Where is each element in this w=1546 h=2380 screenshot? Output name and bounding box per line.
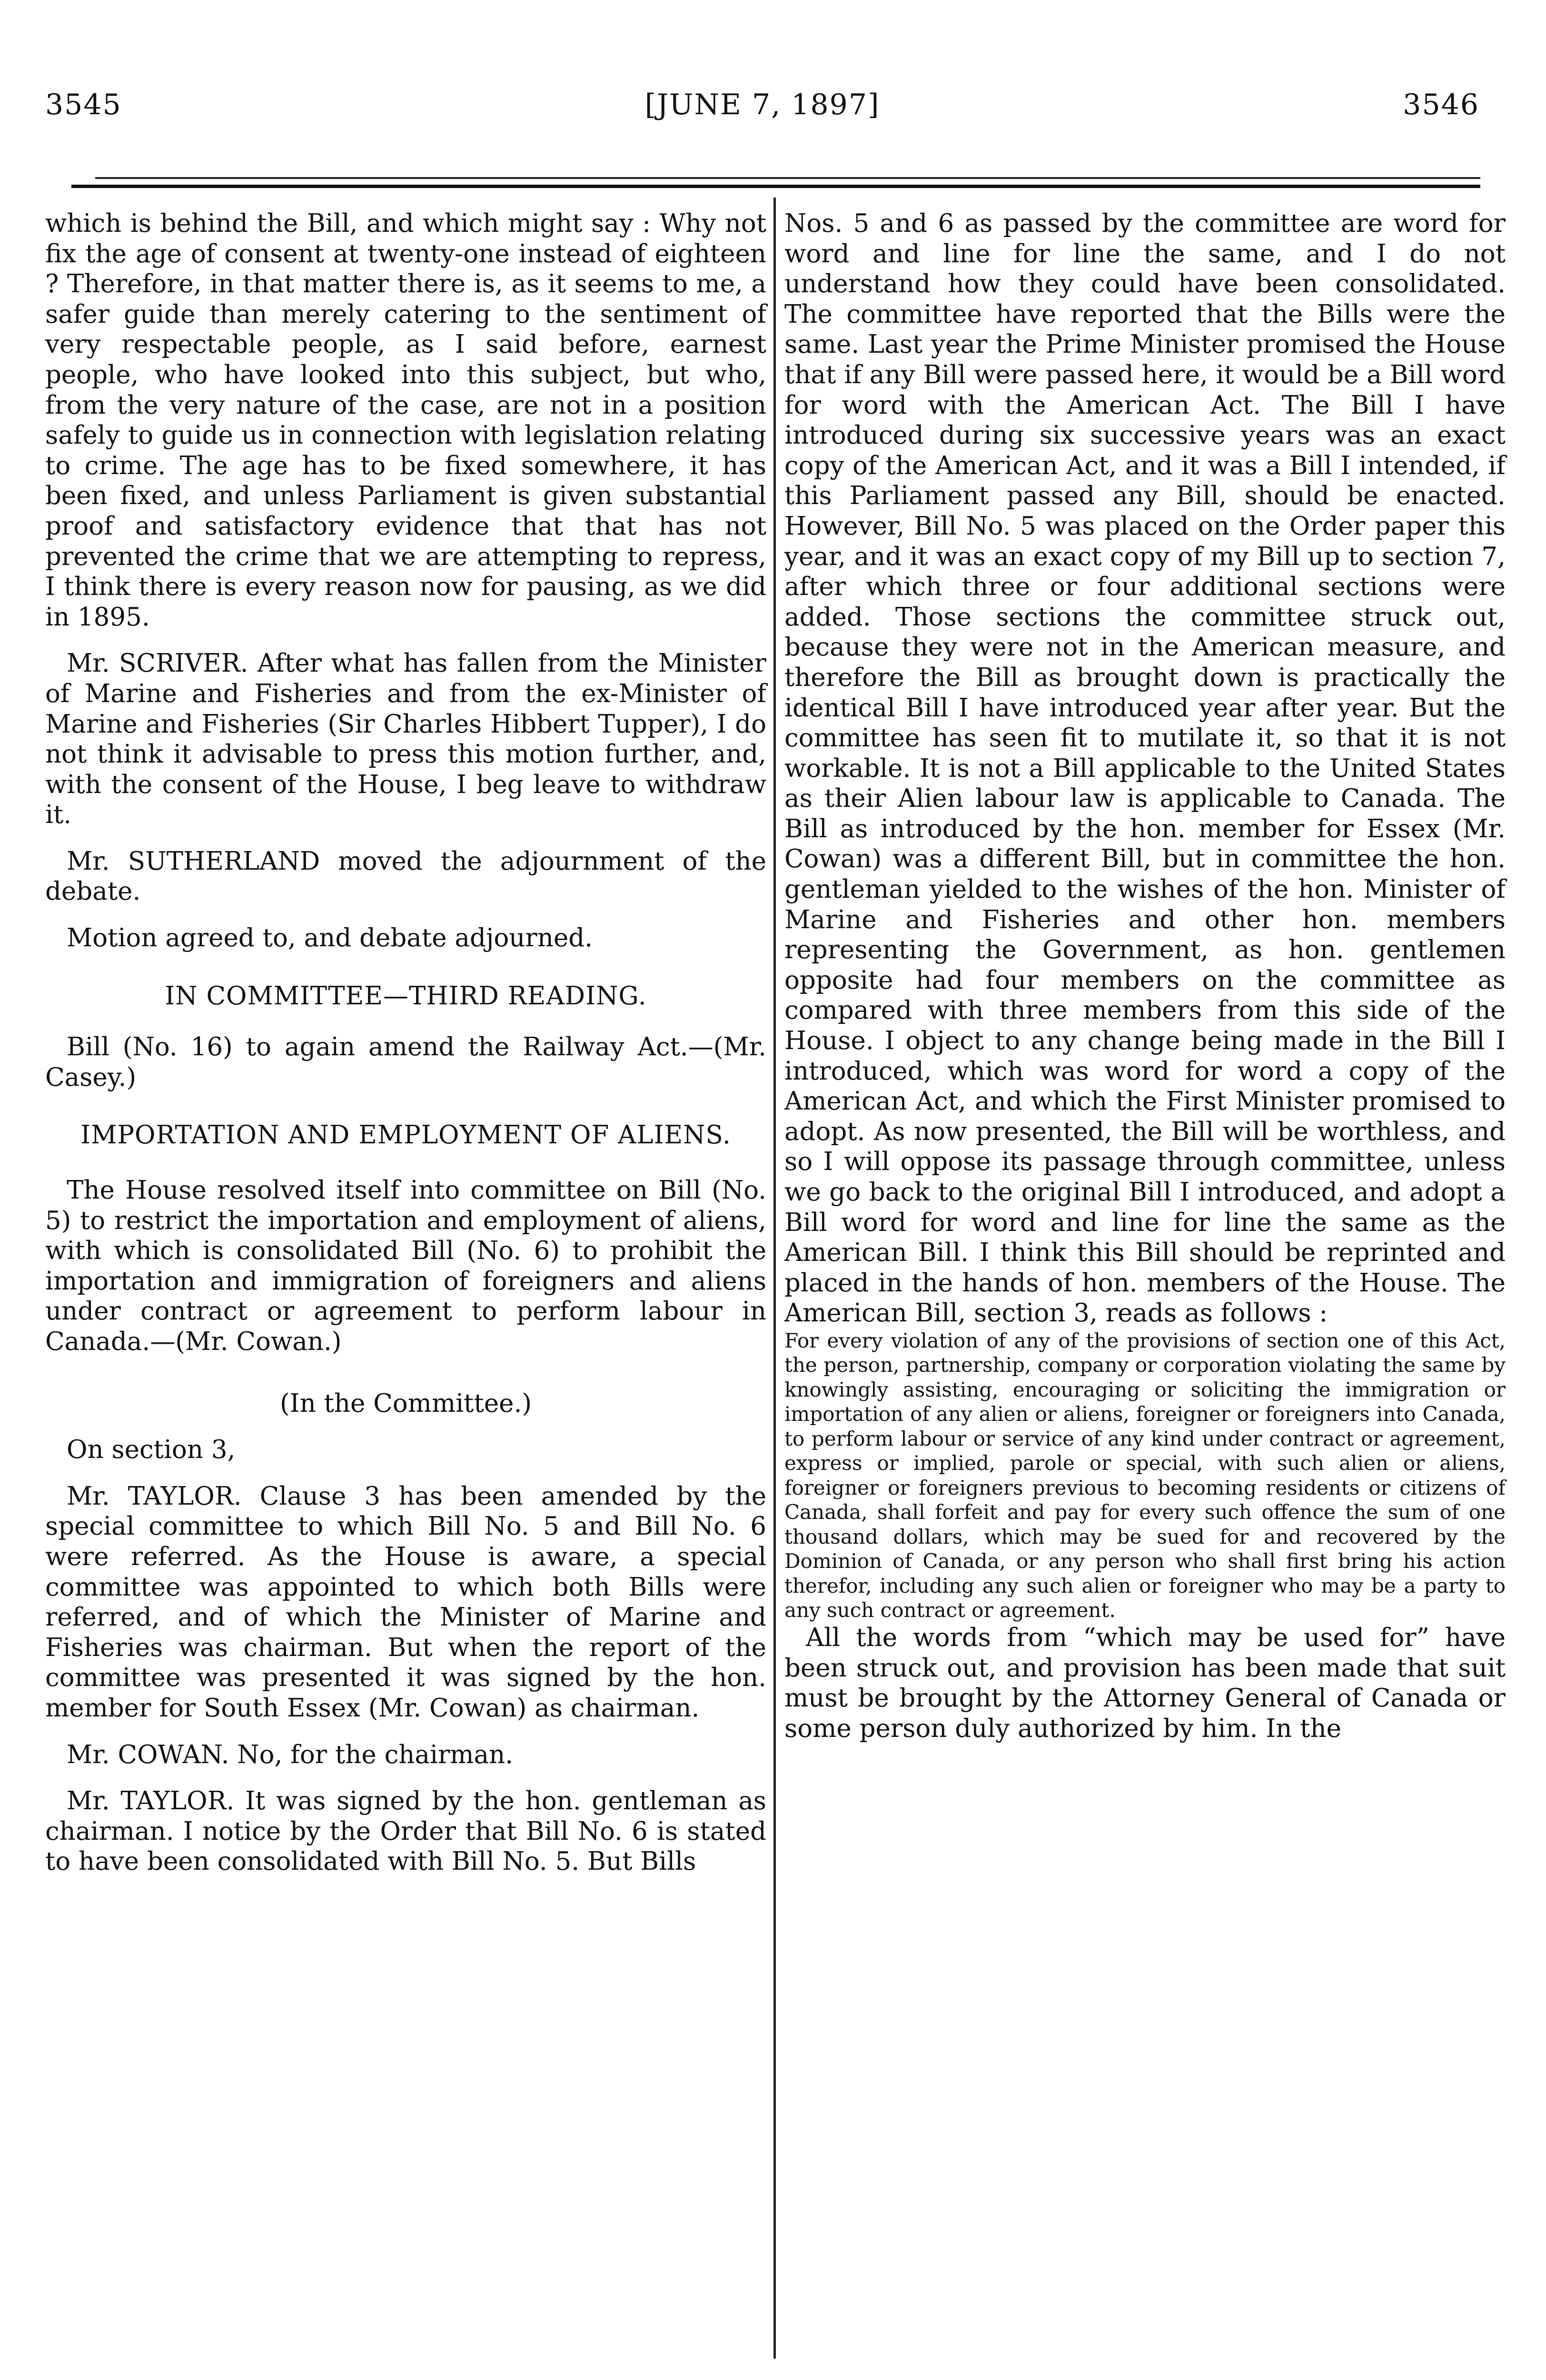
paragraph-struck-out: All the words from “which may be used for” have been struck out, and provision has been made that suit must be brought by the Attorney General of Canada or some person duly authorized by him. In the xyxy=(784,1623,1506,1743)
column-divider xyxy=(773,198,776,2359)
committee-resolution: The House resolved itself into committee on Bill (No. 5) to restrict the importation and employment of aliens, with which is consolidated Bill (No. 6) to prohibit the importation and immigration of foreigners and aliens under contract or agreement to perform labour in Canada.—(Mr. Cowan.) xyxy=(45,1176,766,1356)
header-rule-thick xyxy=(71,185,1480,188)
motion-agreed: Motion agreed to, and debate adjourned. xyxy=(67,923,593,953)
page-number-right: 3546 xyxy=(1403,88,1479,121)
page-header xyxy=(45,90,1479,143)
header-date: [JUNE 7, 1897] xyxy=(644,88,880,121)
speech-scriver: Mr. SCRIVER. After what has fallen from the Minister of Marine and Fisheries and from the ex-Minister of Marine and Fisheries (Sir Charles Hibbert Tupper), I do not think it advisable to press this motion further, and, with the consent of the House, I beg leave to withdraw it. xyxy=(45,649,766,830)
on-section-3: On section 3, xyxy=(67,1435,236,1465)
section-heading-aliens: IMPORTATION AND EMPLOYMENT OF ALIENS. xyxy=(80,1121,731,1150)
quoted-act-section-3: For every violation of any of the provisions of section one of this Act, the person, partnership, company or corporation violating the same by knowingly assisting, encouraging or soliciting the immigration or importation of any alien or aliens, foreigner or foreigners into Canada, to perform labour or service of any kind under contract or agreement, express or implied, parole or special, with such alien or aliens, foreigner or foreigners previous to becoming residents or citizens of Canada, shall forfeit and pay for every such offence the sum of one thousand dollars, which may be sued for and recovered by the Dominion of Canada, or any person who shall first bring his action therefor, including any such alien or foreigner who may be a party to any such contract or agreement. xyxy=(784,1329,1506,1622)
bill-16: Bill (No. 16) to again amend the Railway Act.—(Mr. Casey.) xyxy=(45,1032,766,1092)
paragraph-continued: Nos. 5 and 6 as passed by the committee are word for word and line for line the same, and I do not understand how they could have been consolidated. The committee have reported that the Bills were the same. Last year the Prime Minister promised the House that if any Bill were passed here, it would be a Bill word for word with the American Act. The Bill I have introduced during six successive years was an exact copy of the American Act, and it was a Bill I intended, if this Parliament passed any Bill, should be enacted. However, Bill No. 5 was placed on the Order paper this year, and it was an exact copy of my Bill up to section 7, after which three or four additional sections were added. Those sections the committee struck out, because they were not in the American measure, and therefore the Bill as brought down is practically the identical Bill I have introduced year after year. But the committee has seen fit to mutilate it, so that it is not workable. It is not a Bill applicable to the United States as their Alien labour law is applicable to Canada. The Bill as introduced by the hon. member for Essex (Mr. Cowan) was a different Bill, but in committee the hon. gentleman yielded to the wishes of the hon. Minister of Marine and Fisheries and other hon. members representing the Government, as hon. gentlemen opposite had four members on the committee as compared with three members from this side of the House. I object to any change being made in the Bill I introduced, which was word for word a copy of the American Act, and which the First Minister promised to adopt. As now presented, the Bill will be worthless, and so I will oppose its passage through committee, unless we go back to the original Bill I introduced, and adopt a Bill word for word and line for line the same as the American Bill. I think this Bill should be reprinted and placed in the hands of hon. members of the House. The American Bill, section 3, reads as follows : xyxy=(784,209,1506,1328)
speech-cowan: Mr. COWAN. No, for the chairman. xyxy=(67,1740,514,1769)
paragraph: which is behind the Bill, and which might say : Why not fix the age of consent at twenty-one instead of eighteen ? Therefore, in that matter there is, as it seems to me, a safer guide than merely catering to the sentiment of very respectable people, as I said before, earnest people, who have looked into this subject, but who, from the very nature of the case, are not in a position safely to guide us in connection with legislation relating to crime. The age has to be fixed somewhere, it has been fixed, and unless Parliament is given substantial proof and satisfactory evidence that that has not prevented the crime that we are attempting to repress, I think there is every reason now for pausing, as we did in 1895. xyxy=(45,209,766,632)
speech-taylor-1: Mr. TAYLOR. Clause 3 has been amended by the special committee to which Bill No. 5 and Bill No. 6 were referred. As the House is aware, a special committee was appointed to which both Bills were referred, and of which the Minister of Marine and Fisheries was chairman. But when the report of the committee was presented it was signed by the hon. member for South Essex (Mr. Cowan) as chairman. xyxy=(45,1481,766,1723)
in-committee: (In the Committee.) xyxy=(279,1388,532,1418)
left-column xyxy=(45,208,766,1877)
speech-sutherland: Mr. SUTHERLAND moved the adjournment of the debate. xyxy=(45,846,766,906)
speech-taylor-2: Mr. TAYLOR. It was signed by the hon. gentleman as chairman. I notice by the Order that Bill No. 6 is stated to have been consolidated with Bill No. 5. But Bills xyxy=(45,1786,766,1876)
section-heading-committee: IN COMMITTEE—THIRD READING. xyxy=(165,981,647,1011)
page-number-left: 3545 xyxy=(45,88,122,121)
right-column xyxy=(784,208,1506,1744)
header-rule-thin xyxy=(95,177,1480,179)
